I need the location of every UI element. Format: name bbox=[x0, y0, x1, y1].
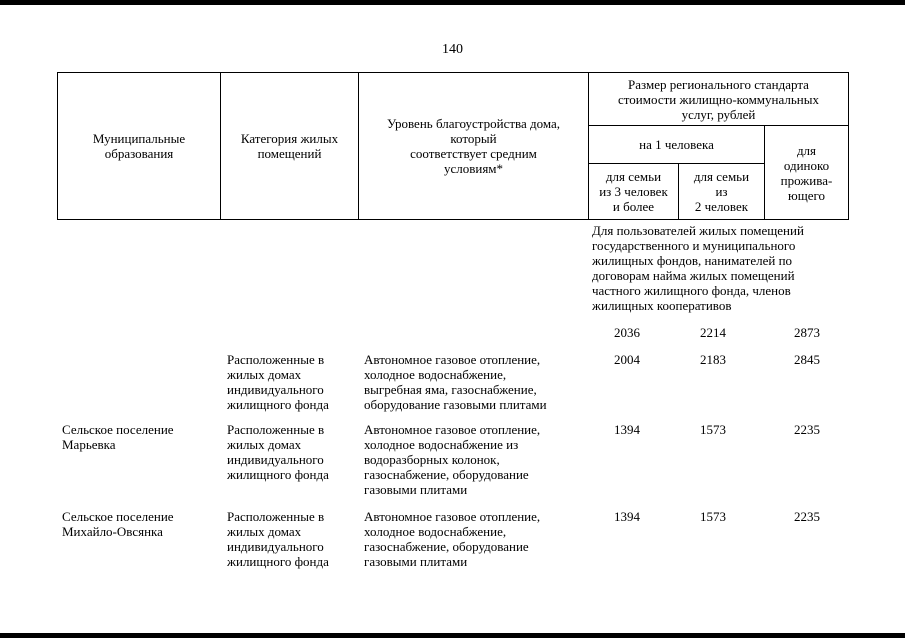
section-value-single: 2873 bbox=[794, 325, 820, 340]
table-header bbox=[57, 72, 849, 220]
page-number: 140 bbox=[442, 42, 463, 57]
header-single: для одиноко прожива- ющего bbox=[780, 142, 833, 203]
row-level: Автономное газовое отопление, холодное водоснабжение, газоснабжение, оборудование газовыми плитами bbox=[364, 509, 541, 569]
row-level: Автономное газовое отопление, холодное водоснабжение из водоразборных колонок, газоснабжение, оборудование газовыми плитами bbox=[364, 422, 541, 497]
row-value-family2: 1573 bbox=[700, 509, 726, 524]
row-municipality: Сельское поселение Михайло-Овсянка bbox=[62, 509, 174, 539]
section-value-family3: 2036 bbox=[614, 325, 640, 340]
row-value-single: 2235 bbox=[794, 509, 820, 524]
header-group-title: Размер регионального стандарта стоимости жилищно-коммунальных услуг, рублей bbox=[618, 76, 819, 122]
section-value-family2: 2214 bbox=[700, 325, 726, 340]
row-value-single: 2845 bbox=[794, 352, 820, 367]
header-level: Уровень благоустройства дома, который соответствует средним условиям* bbox=[386, 116, 561, 176]
header-family-2: для семьи из 2 человек bbox=[693, 169, 750, 214]
header-family-3: для семьи из 3 человек и более bbox=[599, 169, 668, 214]
top-border bbox=[0, 0, 905, 5]
row-category: Расположенные в жилых домах индивидуального жилищного фонда bbox=[227, 422, 329, 482]
row-value-family2: 2183 bbox=[700, 352, 726, 367]
header-category: Категория жилых помещений bbox=[240, 131, 339, 161]
header-per-person: на 1 человека bbox=[639, 137, 714, 152]
row-value-single: 2235 bbox=[794, 422, 820, 437]
header-municipality: Муниципальные образования bbox=[92, 131, 186, 161]
row-value-family3: 2004 bbox=[614, 352, 640, 367]
row-category: Расположенные в жилых домах индивидуального жилищного фонда bbox=[227, 509, 329, 569]
bottom-border bbox=[0, 633, 905, 638]
row-value-family2: 1573 bbox=[700, 422, 726, 437]
row-value-family3: 1394 bbox=[614, 509, 640, 524]
row-value-family3: 1394 bbox=[614, 422, 640, 437]
row-category: Расположенные в жилых домах индивидуального жилищного фонда bbox=[227, 352, 329, 412]
section-caption: Для пользователей жилых помещений государственного и муниципального жилищных фондов, нанимателей по договорам найма жилых помещений частного жилищного фонда, членов жилищных кооперативов bbox=[592, 223, 804, 313]
row-level: Автономное газовое отопление, холодное водоснабжение, выгребная яма, газоснабжение, оборудование газовыми плитами bbox=[364, 352, 547, 412]
row-municipality: Сельское поселение Марьевка bbox=[62, 422, 174, 452]
